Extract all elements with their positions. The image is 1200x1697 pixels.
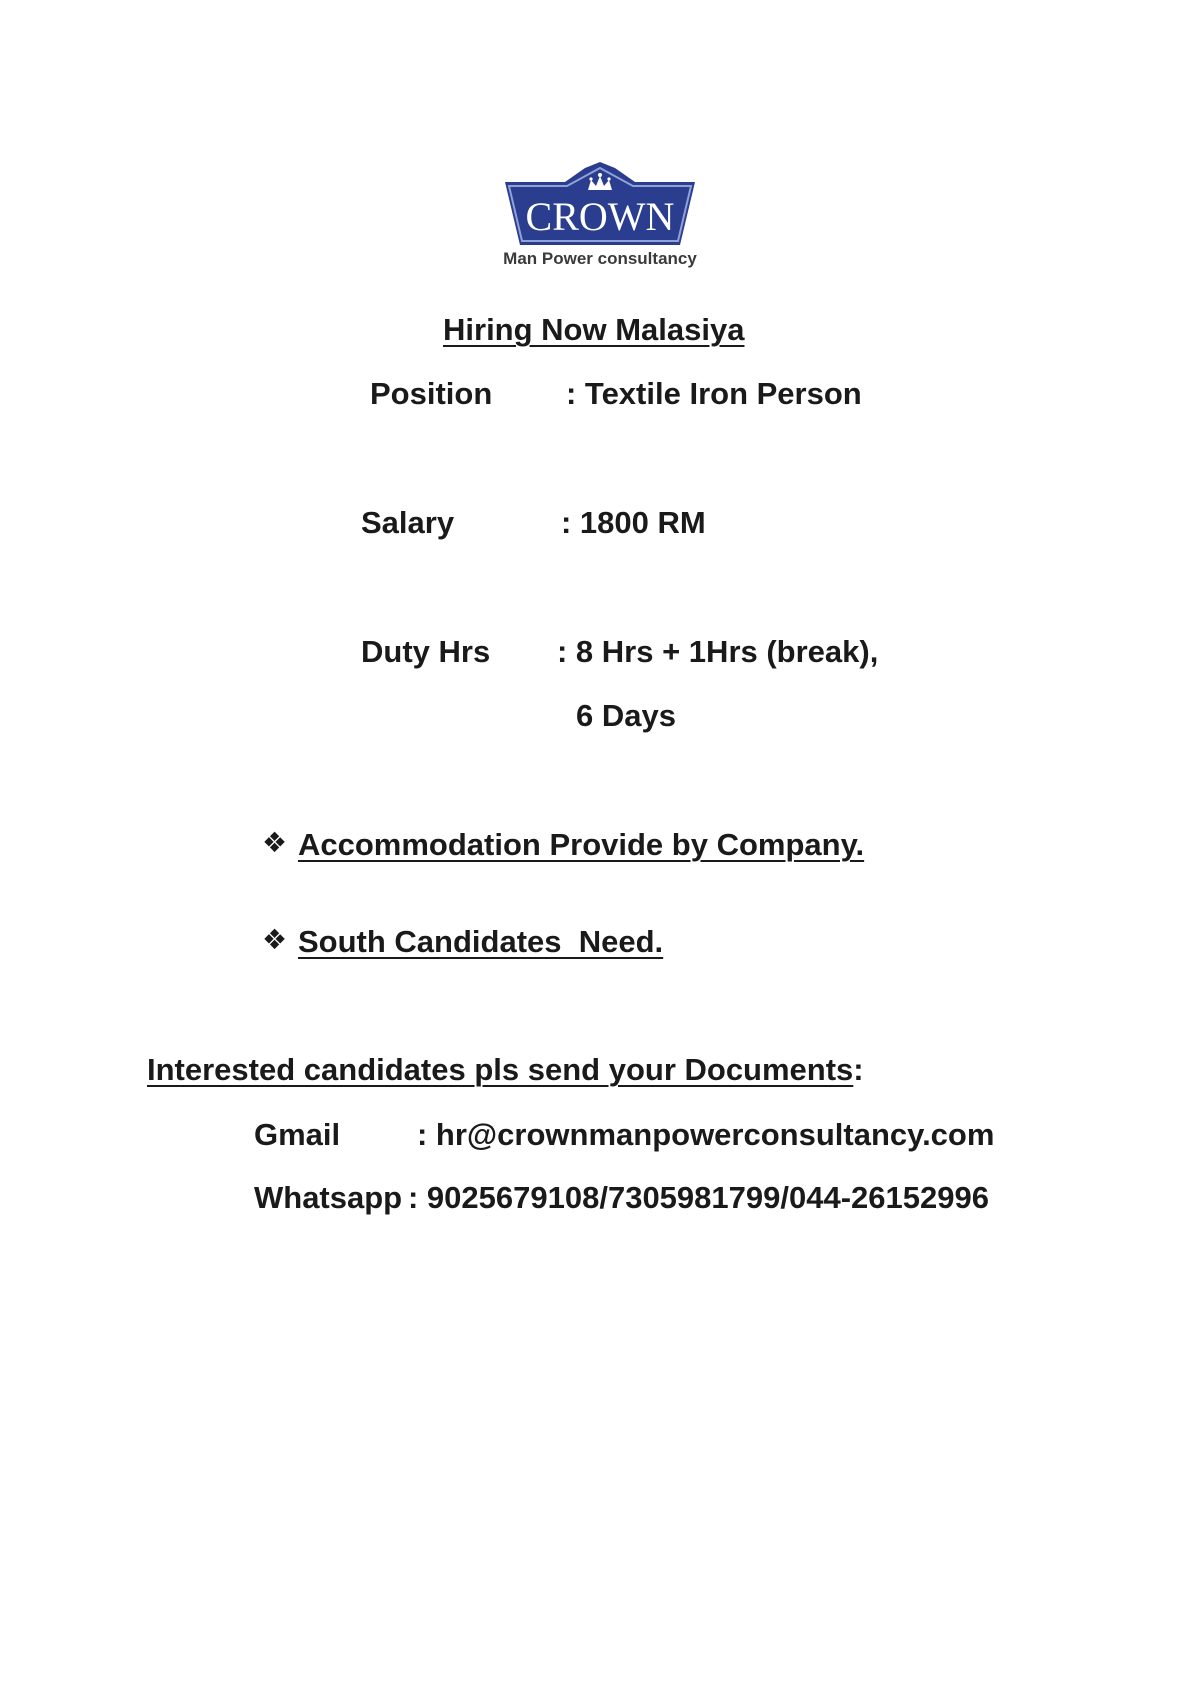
gmail-value: : hr@crownmanpowerconsultancy.com: [417, 1117, 995, 1152]
bullet-item-south-candidates: South Candidates Need.: [298, 924, 664, 959]
page-title: Hiring Now Malasiya: [443, 312, 745, 347]
bullet-diamond-icon: ❖: [262, 924, 288, 955]
whatsapp-value: : 9025679108/7305981799/044-26152996: [408, 1180, 989, 1215]
duty-hours-value: : 8 Hrs + 1Hrs (break),: [557, 634, 879, 669]
contact-intro: [147, 1054, 864, 1085]
bullet-diamond-icon: ❖: [262, 827, 288, 858]
salary-value: : 1800 RM: [561, 505, 706, 540]
salary-label: Salary: [361, 505, 455, 540]
bullet-item-accommodation: Accommodation Provide by Company.: [298, 827, 865, 862]
gmail-label: Gmail: [254, 1117, 341, 1152]
contact-intro-text: Interested candidates pls send your Documents: [147, 1052, 854, 1087]
whatsapp-label: Whatsapp: [254, 1180, 403, 1215]
contact-intro-colon: :: [853, 1052, 864, 1087]
company-logo: [485, 160, 715, 275]
position-label: Position: [370, 376, 493, 411]
duty-hours-label: Duty Hrs: [361, 634, 491, 669]
position-value: : Textile Iron Person: [566, 376, 862, 411]
duty-days-value: 6 Days: [576, 698, 676, 733]
logo-brand-text: CROWN: [525, 194, 675, 239]
logo-tagline: Man Power consultancy: [503, 249, 697, 268]
